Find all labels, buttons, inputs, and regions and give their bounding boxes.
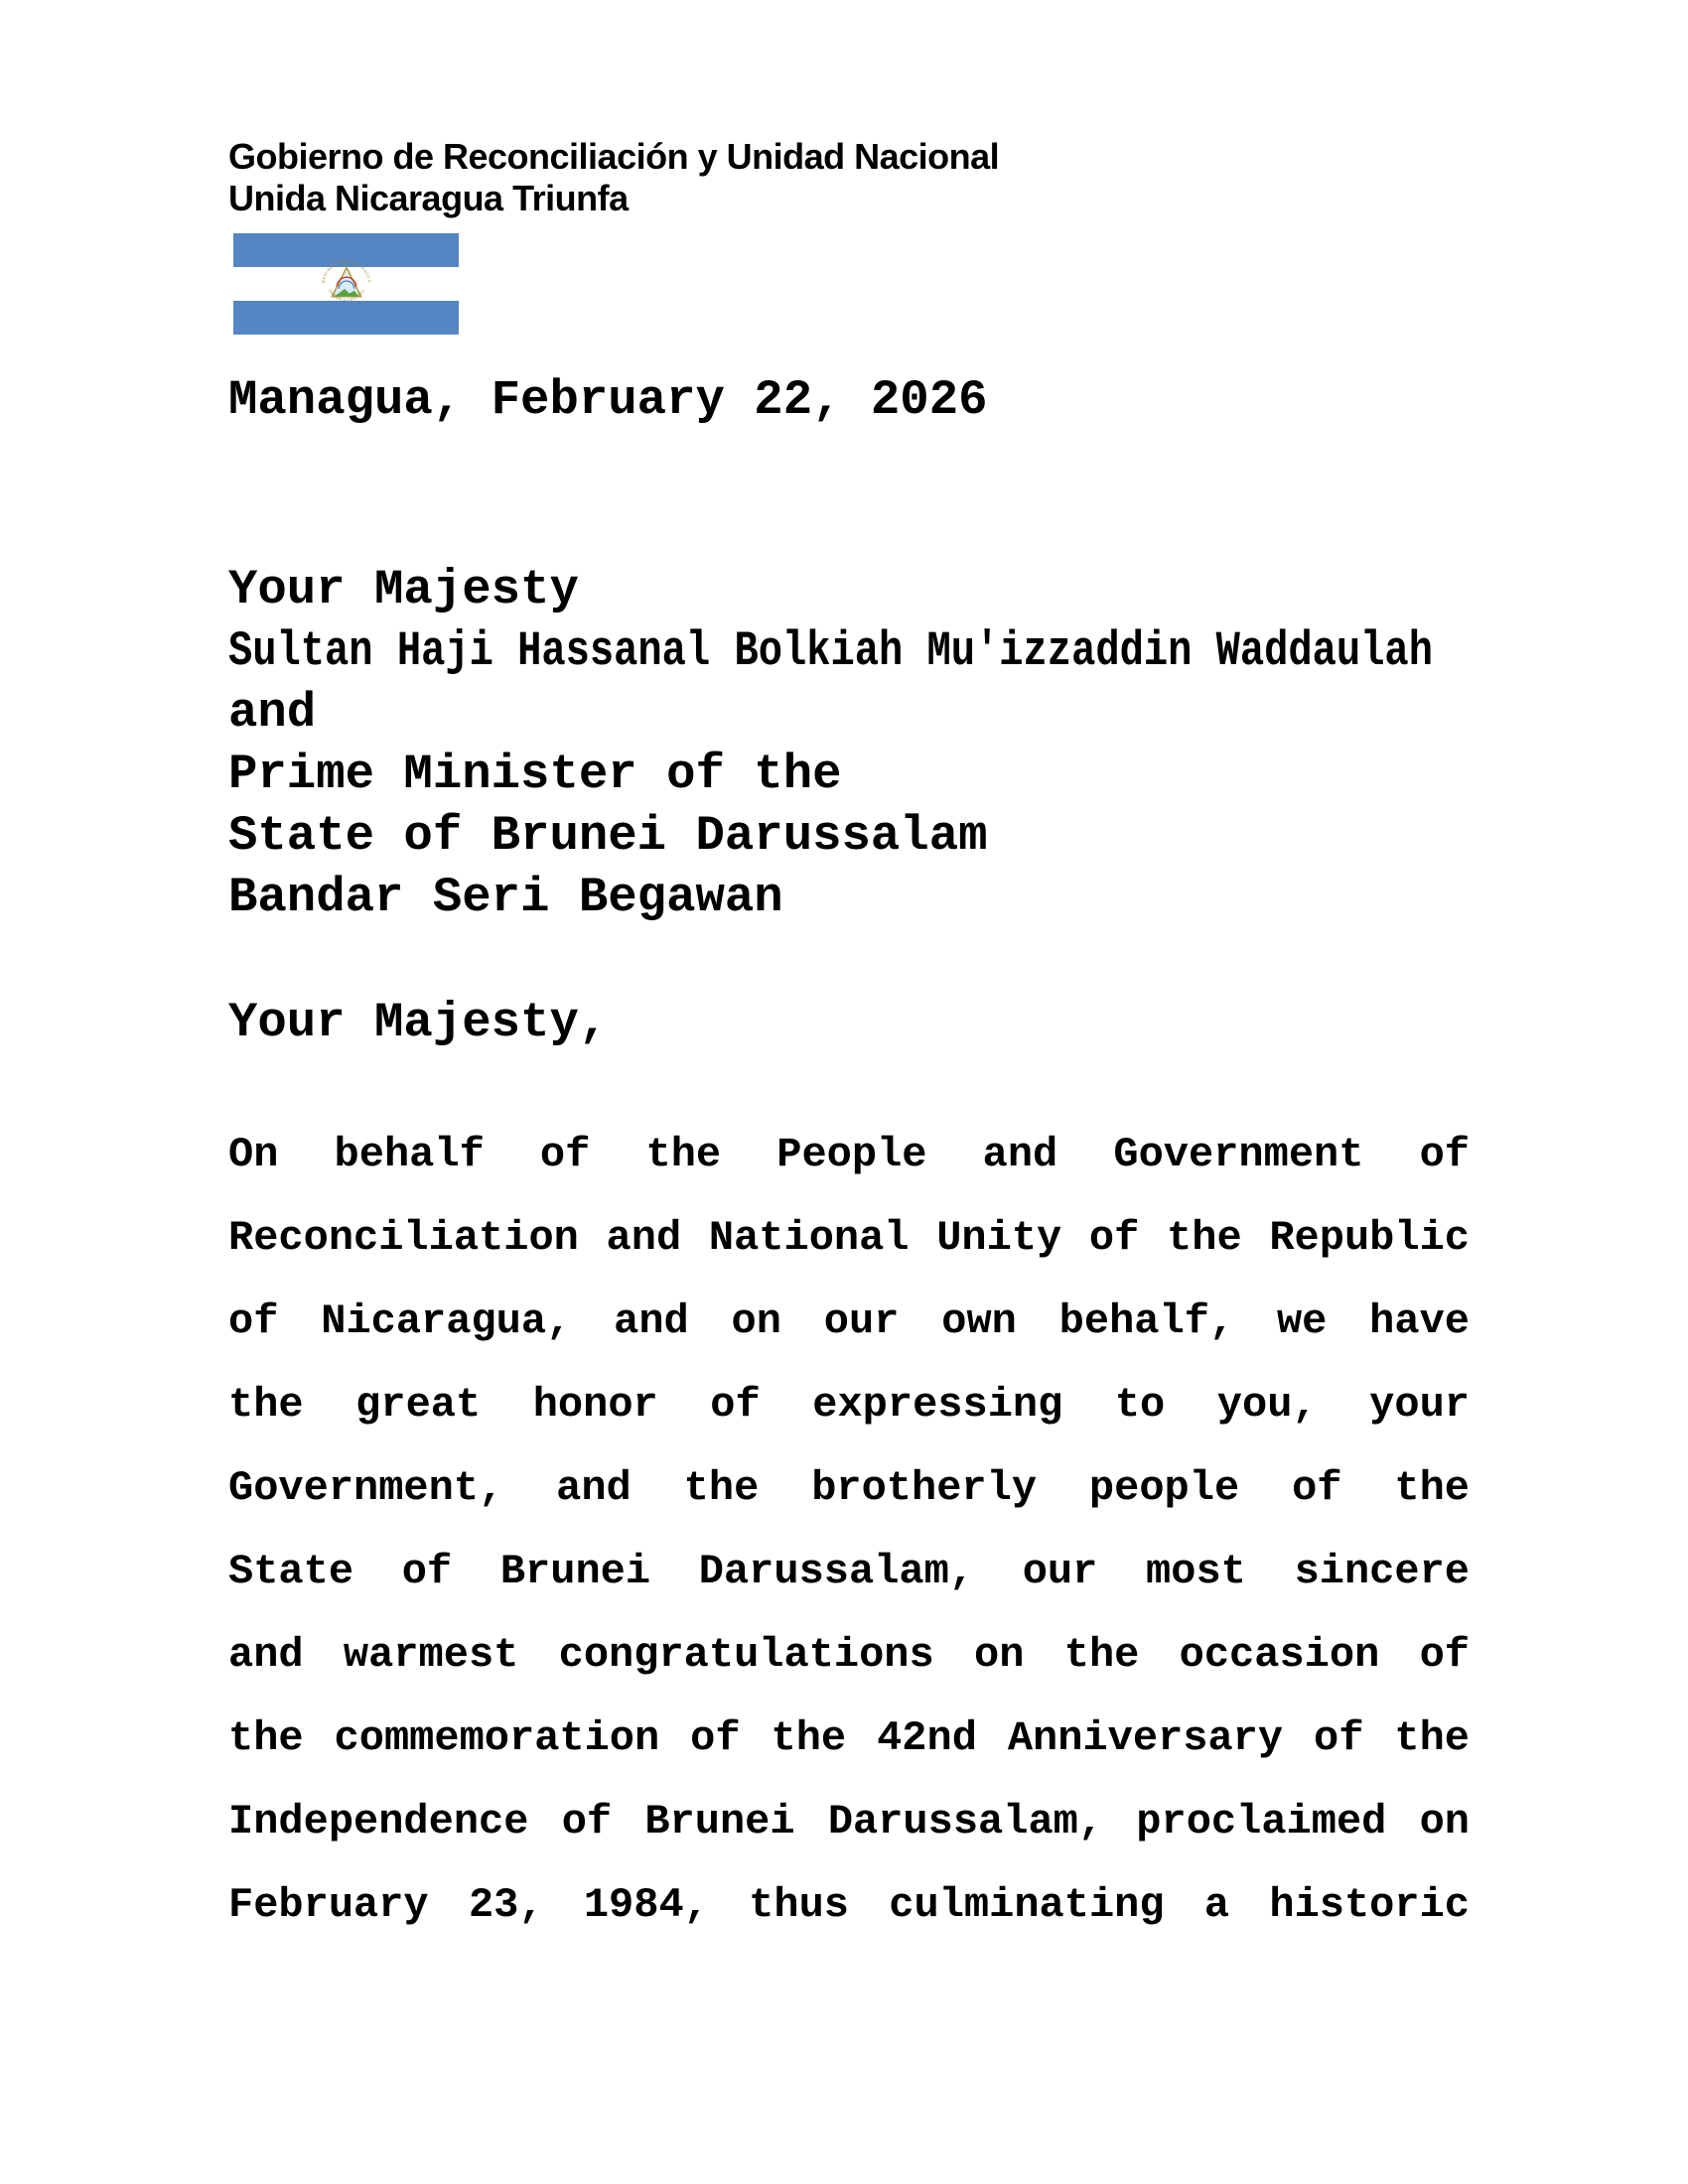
body-line: State of Brunei Darussalam, our most sincere bbox=[228, 1548, 1470, 1595]
body-line: On behalf of the People and Government of bbox=[228, 1131, 1470, 1178]
dateline: Managua, February 22, 2026 bbox=[228, 372, 988, 428]
letterhead bbox=[228, 136, 999, 219]
body-line: the commemoration of the 42nd Anniversary of the bbox=[228, 1714, 1470, 1762]
recipient-line: State of Brunei Darussalam bbox=[228, 808, 988, 864]
letterhead-line-1: Gobierno de Reconciliación y Unidad Nacional bbox=[228, 136, 1000, 177]
coat-of-arms-emblem bbox=[318, 255, 375, 313]
emblem-arc-text-top: REPUBLICA DE NICARAGUA bbox=[320, 258, 372, 284]
body-line: February 23, 1984, thus culminating a historic bbox=[228, 1881, 1470, 1929]
body-line: of Nicaragua, and on our own behalf, we have bbox=[228, 1297, 1470, 1345]
emblem-arc-text-bottom: AMERICA CENTRAL bbox=[327, 287, 365, 303]
recipient-address-block bbox=[228, 559, 1688, 928]
recipient-line: and bbox=[228, 685, 317, 741]
recipient-line: Bandar Seri Begawan bbox=[228, 870, 783, 925]
body-line: Reconciliation and National Unity of the Republic bbox=[228, 1214, 1470, 1262]
recipient-line-sultan-name: Sultan Haji Hassanal Bolkiah Mu'izzaddin Waddaulah bbox=[228, 623, 1433, 679]
body-line: Government, and the brotherly people of the bbox=[228, 1464, 1470, 1512]
salutation: Your Majesty, bbox=[228, 995, 609, 1050]
letterhead-line-2: Unida Nicaragua Triunfa bbox=[228, 178, 629, 218]
nicaragua-flag bbox=[233, 233, 459, 335]
recipient-line: Prime Minister of the bbox=[228, 747, 842, 802]
body-line: Independence of Brunei Darussalam, proclaimed on bbox=[228, 1798, 1470, 1845]
body-line: the great honor of expressing to you, your bbox=[228, 1381, 1470, 1429]
letter-body bbox=[228, 1113, 1470, 1947]
body-line: and warmest congratulations on the occasion of bbox=[228, 1631, 1470, 1679]
recipient-line: Your Majesty bbox=[228, 562, 579, 617]
